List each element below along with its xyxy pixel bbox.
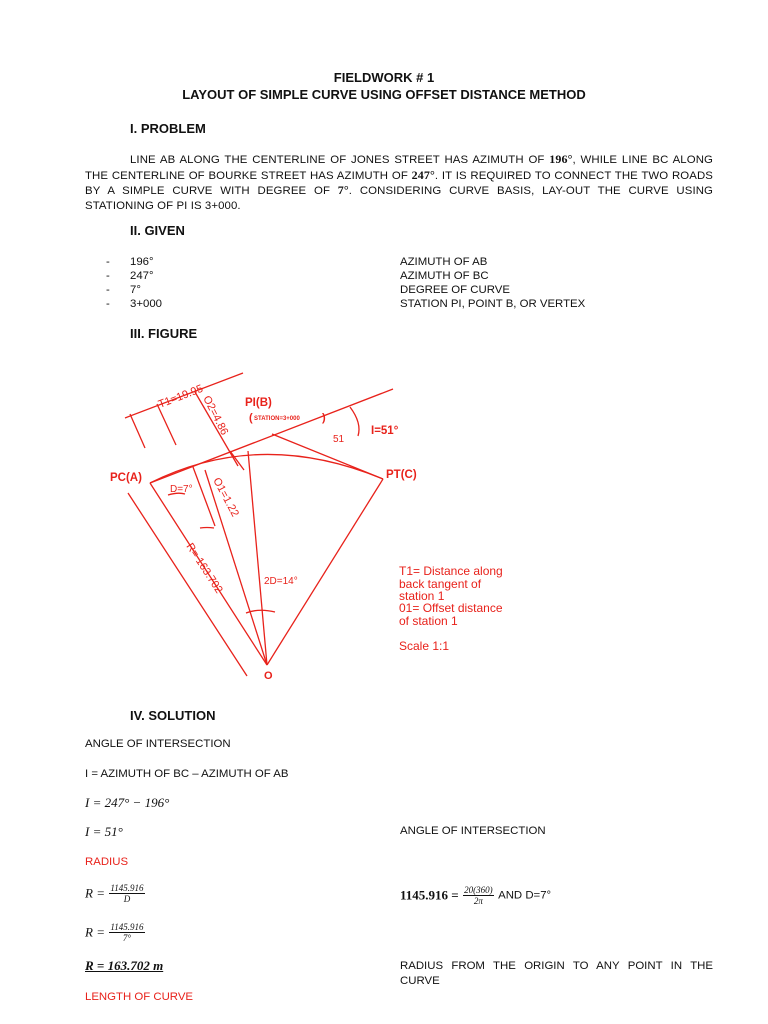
i-label: I=51° <box>371 425 399 437</box>
o2-label: O2=4.86 <box>200 393 231 438</box>
length-of-curve-heading: LENGTH OF CURVE <box>85 991 194 1003</box>
aoi-eq1: I = 247° − 196° <box>85 795 170 810</box>
t1-label: T1=19.95 <box>156 382 205 411</box>
radius-fraction <box>109 883 144 904</box>
problem-az2: 247° <box>411 167 435 182</box>
o1-label: O1=1.22 <box>210 475 241 519</box>
given-value: 3+000 <box>130 298 162 310</box>
given-desc: DEGREE OF CURVE <box>400 284 510 296</box>
legend-line: back tangent of <box>399 577 482 591</box>
pt-label: PT(C) <box>386 469 417 481</box>
curve-arc <box>150 454 383 483</box>
constant-fraction <box>463 885 494 906</box>
bullet: - <box>106 270 110 282</box>
legend-line: of station 1 <box>399 614 458 628</box>
radius-fraction <box>109 922 144 943</box>
station-close: ) <box>322 412 326 424</box>
constant-den: 2π <box>473 896 483 906</box>
given-value: 196° <box>130 256 154 268</box>
given-list <box>106 255 726 311</box>
problem-text-part1: LINE AB ALONG THE CENTERLINE OF JONES STREET HAS AZIMUTH OF <box>130 154 550 166</box>
given-item <box>106 283 726 297</box>
problem-text-part2: , WHILE LINE BC ALONG THE CENTERLINE OF BOURKE STREET HAS AZIMUTH OF <box>85 154 713 182</box>
t1-ext-a <box>130 414 145 448</box>
aoi-eq2: I = 51° <box>85 824 123 839</box>
radius-num: 1145.916 <box>110 883 144 893</box>
pi-label: PI(B) <box>245 397 272 409</box>
station-open: ( <box>249 412 253 424</box>
d-label: D=7° <box>170 484 193 495</box>
scale-label: Scale 1:1 <box>399 639 450 653</box>
o1-angle-arc <box>200 528 214 529</box>
i-angle-arc <box>350 407 359 436</box>
problem-heading: I. PROBLEM <box>130 121 206 136</box>
radius-lhs: R = <box>85 885 105 901</box>
radius-heading: RADIUS <box>85 856 129 868</box>
given-item <box>106 297 726 311</box>
pc-label: PC(A) <box>110 472 142 484</box>
r-dimension <box>128 493 247 676</box>
legend-line: T1= Distance along <box>399 564 503 578</box>
simple-curve-figure <box>80 345 700 690</box>
given-heading: II. GIVEN <box>130 223 185 238</box>
radius-note: RADIUS FROM THE ORIGIN TO ANY POINT IN THE CURVE <box>400 960 713 987</box>
aoi-heading: ANGLE OF INTERSECTION <box>85 738 231 750</box>
constant-lhs: 1145.916 = <box>400 887 459 903</box>
radius-num: 1145.916 <box>110 922 144 932</box>
r-label: R= 163.702 <box>183 541 225 596</box>
radius-pt <box>267 479 383 665</box>
radius-lhs: R = <box>85 924 105 940</box>
two-d-label: 2D=14° <box>264 576 298 587</box>
radius-result: R = 163.702 m <box>85 958 164 973</box>
constant-tail: AND D=7° <box>498 889 552 902</box>
given-desc: AZIMUTH OF AB <box>400 256 488 268</box>
bullet: - <box>106 256 110 268</box>
problem-text-part4: . CONSIDERING CURVE BASIS, LAY-OUT THE CURVE USING STATIONING OF PI IS 3+000. <box>85 185 713 212</box>
offset-o2 <box>230 451 244 470</box>
given-desc: AZIMUTH OF BC <box>400 270 489 282</box>
radius-formula <box>85 883 145 909</box>
given-value: 247° <box>130 270 154 282</box>
given-item <box>106 269 726 283</box>
given-item <box>106 255 726 269</box>
given-desc: STATION PI, POINT B, OR VERTEX <box>400 298 586 310</box>
radius-den: 7° <box>122 933 132 943</box>
figure-heading: III. FIGURE <box>130 326 198 341</box>
legend-line: 01= Offset distance <box>399 601 503 615</box>
document-subtitle: LAYOUT OF SIMPLE CURVE USING OFFSET DISTANCE METHOD <box>182 87 586 102</box>
document-title: FIELDWORK # 1 <box>333 70 435 85</box>
radius-station2 <box>248 451 267 665</box>
problem-deg: 7° <box>337 183 349 198</box>
aoi-formula: I = AZIMUTH OF BC – AZIMUTH OF AB <box>85 768 289 780</box>
given-value: 7° <box>130 284 141 296</box>
aoi-note: ANGLE OF INTERSECTION <box>400 825 546 837</box>
solution-heading: IV. SOLUTION <box>130 708 216 723</box>
radius-den: D <box>123 894 131 904</box>
constant-num: 20(360) <box>464 885 493 895</box>
constant-formula <box>400 885 551 911</box>
problem-text <box>85 152 713 213</box>
radius-formula-2 <box>85 922 145 948</box>
offset-o1 <box>193 467 215 526</box>
center-o-label: O <box>264 670 273 682</box>
angle-51-label: 51 <box>333 434 345 445</box>
figure-legend <box>399 564 503 653</box>
bullet: - <box>106 298 110 310</box>
problem-text-part3: . IT IS REQUIRED TO CONNECT THE TWO ROADS BY A SIMPLE CURVE WITH DEGREE OF <box>85 169 713 198</box>
problem-az1: 196° <box>549 152 573 166</box>
station-label: STATION=3+000 <box>254 416 300 422</box>
legend-line: station 1 <box>399 589 445 603</box>
bullet: - <box>106 284 110 296</box>
